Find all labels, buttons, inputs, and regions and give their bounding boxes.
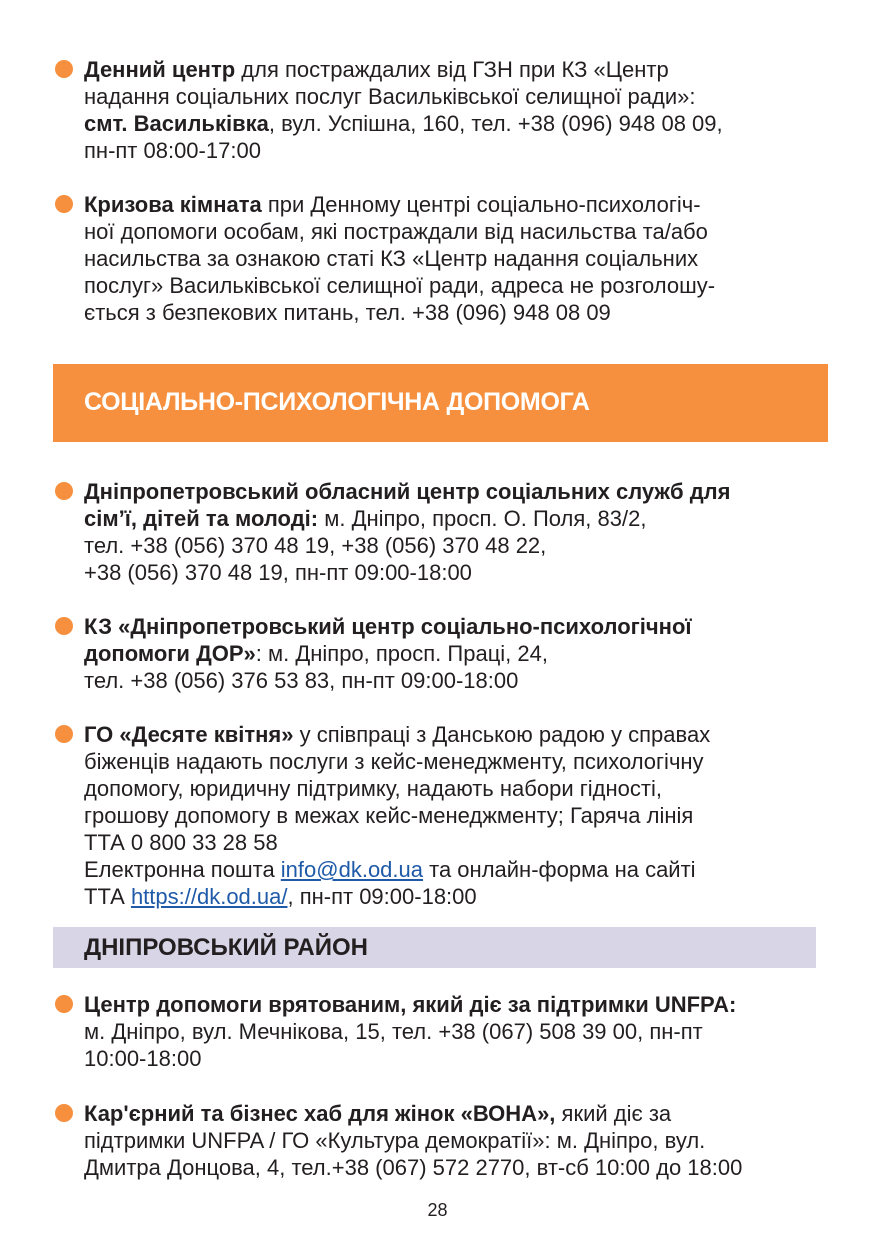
entry-bold-text: Кризова кімната	[84, 192, 262, 217]
bullet-dot-icon	[55, 617, 73, 635]
entry-bold-text: ГО «Десяте квітня»	[84, 722, 294, 747]
entry-text-segment: , пн-пт 09:00-18:00	[287, 884, 477, 909]
entry-text-segment: у співпраці з Данською радою у справах	[293, 722, 711, 747]
entry-text-segment: надання соціальних послуг Васильківської селищної ради»:	[84, 84, 696, 109]
entry-text-segment: : м. Дніпро, просп. Праці, 24,	[255, 641, 548, 666]
entry-line	[84, 299, 829, 326]
bullet-dot-icon	[55, 60, 73, 78]
banner-title: СОЦІАЛЬНО-ПСИХОЛОГІЧНА ДОПОМОГА	[84, 388, 590, 416]
entry-line	[84, 883, 829, 910]
entry-text-segment: тел. +38 (056) 376 53 83, пн-пт 09:00-18:00	[84, 668, 519, 693]
entry-text	[84, 191, 829, 326]
entry-text-segment: м. Дніпро, вул. Мечнікова, 15, тел. +38 (067) 508 39 00, пн-пт	[84, 1019, 703, 1044]
entry-text-segment: ТТА 0 800 33 28 58	[84, 830, 278, 855]
entry-line	[84, 1018, 829, 1045]
entry-line	[84, 775, 829, 802]
entry-line	[84, 56, 829, 83]
entry-regional-center-social-services	[84, 478, 829, 586]
bullet-dot-icon	[55, 1104, 73, 1122]
entry-bold-text: допомоги ДОР»	[84, 641, 256, 666]
entry-desiate-kvitnia	[84, 721, 829, 910]
entry-text	[84, 478, 829, 586]
entry-bold-text: смт. Васильківка	[84, 111, 269, 136]
bullet-dot-icon	[55, 725, 73, 743]
entry-text-segment: біженців надають послуги з кейс-менеджменту, психологічну	[84, 749, 704, 774]
entry-text-segment: грошову допомогу в межах кейс-менеджменту; Гаряча лінія	[84, 803, 694, 828]
bullet-dot-icon	[55, 995, 73, 1013]
entry-line	[84, 532, 829, 559]
entry-text-segment: +38 (056) 370 48 19, пн-пт 09:00-18:00	[84, 560, 472, 585]
entry-line	[84, 829, 829, 856]
entry-line	[84, 505, 829, 532]
entry-survivors-help-center	[84, 991, 829, 1072]
entry-vona-hub	[84, 1100, 829, 1181]
entry-line	[84, 991, 829, 1018]
entry-bold-text: Дніпропетровський обласний центр соціальних служб для	[84, 479, 731, 504]
entry-line	[84, 1045, 829, 1072]
entry-line	[84, 191, 829, 218]
entry-text	[84, 1100, 829, 1181]
entry-bold-text: Кар'єрний та бізнес хаб для жінок «ВОНА»,	[84, 1101, 556, 1126]
contact-link[interactable]: https://dk.od.ua/	[130, 884, 288, 909]
entry-line	[84, 218, 829, 245]
entry-line	[84, 1100, 829, 1127]
entry-text-segment: м. Дніпро, просп. О. Поля, 83/2,	[318, 506, 647, 531]
entry-text-segment: послуг» Васильківської селищної ради, адреса не розголошу-	[84, 273, 716, 298]
entry-text-segment: який діє за	[555, 1101, 672, 1126]
entry-text-segment: підтримки UNFPA / ГО «Культура демократії»: м. Дніпро, вул.	[84, 1128, 706, 1153]
bullet-dot-icon	[55, 195, 73, 213]
entry-line	[84, 272, 829, 299]
entry-text-segment: при Денному центрі соціально-психологіч-	[261, 192, 701, 217]
entry-text-segment: 10:00-18:00	[84, 1046, 202, 1071]
entry-line	[84, 856, 829, 883]
entry-text-segment: Дмитра Донцова, 4, тел.+38 (067) 572 2770, вт-сб 10:00 до 18:00	[84, 1155, 743, 1180]
entry-text-segment: пн-пт 08:00-17:00	[84, 138, 261, 163]
contact-link[interactable]: info@dk.od.ua	[280, 857, 424, 882]
entry-text-segment: для постраждалих від ГЗН при КЗ «Центр	[235, 57, 669, 82]
entry-text	[84, 56, 829, 164]
entry-line	[84, 1127, 829, 1154]
section-title: ДНІПРОВСЬКИЙ РАЙОН	[84, 934, 369, 961]
entry-line	[84, 137, 829, 164]
entry-text-segment: ТТА	[84, 884, 131, 909]
entry-text-segment: ється з безпекових питань, тел. +38 (096) 948 08 09	[84, 300, 611, 325]
entry-text-segment: насильства за ознакою статі КЗ «Центр надання соціальних	[84, 246, 699, 271]
entry-bold-text: сім’ї, дітей та молоді:	[84, 506, 319, 531]
entry-text-segment: та онлайн-форма на сайті	[423, 857, 696, 882]
entry-line	[84, 802, 829, 829]
entry-line	[84, 640, 829, 667]
entry-line	[84, 1154, 829, 1181]
entry-line	[84, 613, 829, 640]
entry-line	[84, 559, 829, 586]
entry-text-segment: допомогу, юридичну підтримку, надають набори гідності,	[84, 776, 662, 801]
entry-bold-text: Денний центр	[84, 57, 236, 82]
entry-line	[84, 748, 829, 775]
entry-line	[84, 110, 829, 137]
entry-psychological-help-center	[84, 613, 829, 694]
entry-text-segment: Електронна пошта	[84, 857, 281, 882]
entry-day-center	[84, 56, 829, 164]
entry-line	[84, 667, 829, 694]
entry-bold-text: КЗ «Дніпропетровський центр соціально-психологічної	[84, 614, 692, 639]
entry-text-segment: ної допомоги особам, які постраждали від насильства та/або	[84, 219, 708, 244]
section-banner-social-psychological	[53, 364, 828, 442]
entry-line	[84, 721, 829, 748]
entry-line	[84, 83, 829, 110]
entry-text-segment: , вул. Успішна, 160, тел. +38 (096) 948 08 09,	[268, 111, 723, 136]
entry-line	[84, 245, 829, 272]
section-header-dnipro-district	[53, 927, 816, 968]
entry-text	[84, 721, 829, 910]
entry-text-segment: тел. +38 (056) 370 48 19, +38 (056) 370 48 22,	[84, 533, 547, 558]
page-number: 28	[427, 1200, 448, 1220]
bullet-dot-icon	[55, 482, 73, 500]
entry-bold-text: Центр допомоги врятованим, який діє за підтримки UNFPA:	[84, 992, 737, 1017]
entry-crisis-room	[84, 191, 829, 326]
entry-text	[84, 613, 829, 694]
entry-line	[84, 478, 829, 505]
entry-text	[84, 991, 829, 1072]
